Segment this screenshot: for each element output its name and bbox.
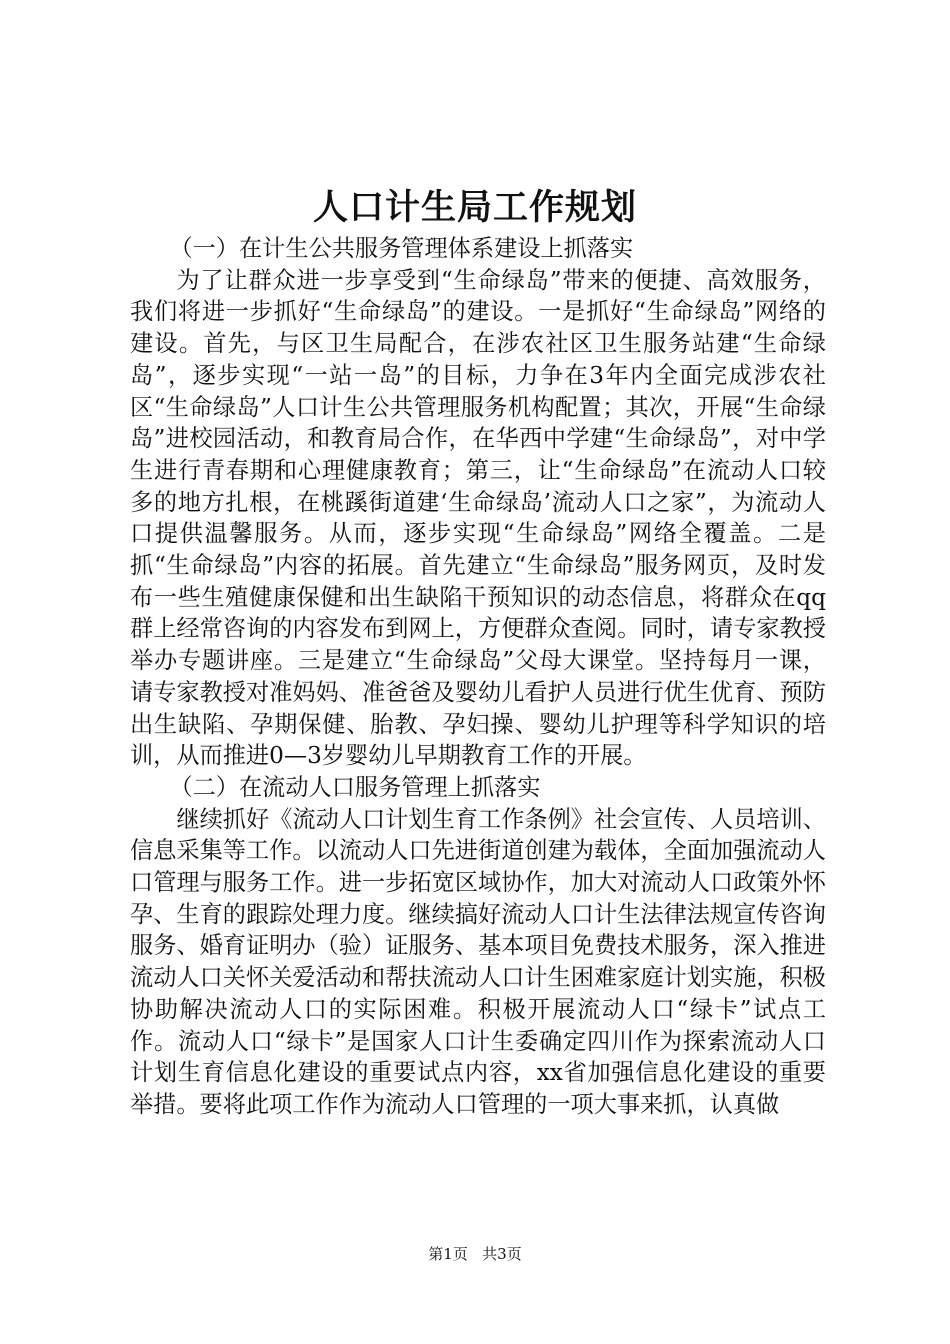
page-number: 第1页 <box>428 1245 468 1263</box>
section-paragraph-1: 为了让群众进一步享受到“生命绿岛”带来的便捷、高效服务，我们将进一步抓好“生命绿岛”的建设。一是抓好“生命绿岛”网络的建设。首先，与区卫生局配合，在涉农社区卫生服务站建“生命绿岛”，逐步实现“一站一岛”的目标，力争在3年内全面完成涉农社区“生命绿岛”人口计生公共管理服务机构配置；其次，开展“生命绿岛”进校园活动，和教育局合作，在华西中学建“生命绿岛”，对中学生进行青春期和心理健康教育；第三，让“生命绿岛”在流动人口较多的地方扎根，在桃蹊街道建‘生命绿岛’流动人口之家”，为流动人口提供温馨服务。从而，逐步实现“生命绿岛”网络全覆盖。二是抓“生命绿岛”内容的拓展。首先建立“生命绿岛”服务网页，及时发布一些生殖健康保健和出生缺陷干预知识的动态信息，将群众在qq群上经常咨询的内容发布到网上，方便群众查阅。同时，请专家教授举办专题讲座。三是建立“生命绿岛”父母大课堂。坚持每月一课，请专家教授对准妈妈、准爸爸及婴幼儿看护人员进行优生优育、预防出生缺陷、孕期保健、胎教、孕妇操、婴幼儿护理等科学知识的培训，从而推进0—3岁婴幼儿早期教育工作的开展。 <box>130 266 826 770</box>
section-paragraph-2: 继续抓好《流动人口计划生育工作条例》社会宣传、人员培训、信息采集等工作。以流动人口先进街道创建为载体，全面加强流动人口管理与服务工作。进一步拓宽区域协作，加大对流动人口政策外怀孕、生育的跟踪处理力度。继续搞好流动人口计生法律法规宣传咨询服务、婚育证明办（验）证服务、基本项目免费技术服务，深入推进流动人口关怀关爱活动和帮扶流动人口计生困难家庭计划实施，积极协助解决流动人口的实际困难。积极开展流动人口“绿卡”试点工作。流动人口“绿卡”是国家人口计生委确定四川作为探索流动人口计划生育信息化建设的重要试点内容，xx省加强信息化建设的重要举措。要将此项工作作为流动人口管理的一项大事来抓，认真做 <box>130 805 826 1118</box>
section-heading-2: （二）在流动人口服务管理上抓落实 <box>169 773 541 801</box>
page-footer <box>0 1243 950 1265</box>
document-body <box>130 233 826 1121</box>
section-heading-1: （一）在计生公共服务管理体系建设上抓落实 <box>169 235 634 262</box>
page-total: 共3页 <box>482 1245 522 1263</box>
page-separator <box>473 1245 478 1263</box>
document-title: 人口计生局工作规划 <box>312 187 637 228</box>
